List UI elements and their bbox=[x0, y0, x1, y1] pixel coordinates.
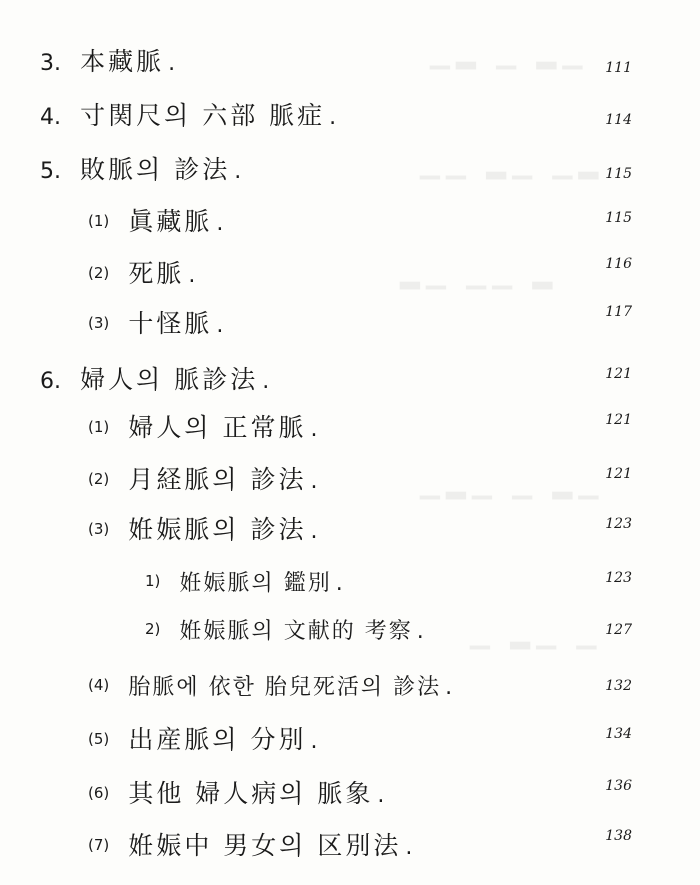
entry-number: (3) bbox=[88, 520, 110, 538]
entry-title: 月経脈의 診法 bbox=[128, 465, 307, 494]
bleed-through: ▁▁ ▂▁ ▁▂ bbox=[420, 150, 605, 180]
page-number: 134 bbox=[605, 726, 632, 742]
toc-entry bbox=[145, 566, 343, 597]
toc-entry bbox=[40, 42, 175, 78]
entry-dot: . bbox=[310, 519, 318, 544]
entry-dot: . bbox=[216, 313, 224, 338]
page-number: 138 bbox=[605, 828, 632, 844]
entry-title: 死脈 bbox=[128, 259, 185, 288]
entry-dot: . bbox=[234, 159, 242, 184]
entry-title: 眞藏脈 bbox=[128, 207, 213, 236]
toc-entry bbox=[88, 304, 223, 340]
page-number: 121 bbox=[605, 366, 632, 382]
entry-number: 5. bbox=[40, 159, 61, 184]
page-number: 123 bbox=[605, 516, 632, 532]
page-number: 127 bbox=[605, 622, 632, 638]
bleed-through: ▁ ▂▁ ▁ bbox=[470, 620, 603, 650]
entry-dot: . bbox=[377, 783, 385, 808]
entry-title: 婦人의 脈診法 bbox=[80, 365, 259, 394]
entry-title: 姙娠脈의 鑑別 bbox=[179, 571, 332, 596]
entry-title: 出産脈의 分別 bbox=[128, 725, 307, 754]
toc-entry bbox=[40, 150, 241, 186]
page-number: 117 bbox=[605, 304, 632, 320]
entry-number: 6. bbox=[40, 369, 61, 394]
toc-entry bbox=[40, 96, 336, 132]
page-number: 114 bbox=[605, 112, 632, 128]
entry-title: 姙娠脈의 文献的 考察 bbox=[179, 619, 413, 644]
entry-dot: . bbox=[405, 835, 413, 860]
toc-entry bbox=[145, 614, 424, 645]
page-number: 111 bbox=[605, 60, 632, 76]
entry-dot: . bbox=[416, 619, 424, 644]
entry-title: 寸関尺의 六部 脈症 bbox=[80, 101, 326, 130]
entry-dot: . bbox=[310, 729, 318, 754]
entry-title: 姙娠中 男女의 区別法 bbox=[128, 831, 402, 860]
entry-dot: . bbox=[262, 369, 270, 394]
entry-number: 3. bbox=[40, 51, 61, 76]
entry-title: 本藏脈 bbox=[80, 47, 165, 76]
page-number: 123 bbox=[605, 570, 632, 586]
toc-entry bbox=[88, 202, 223, 238]
bleed-through: ▁▂ ▁ ▂▁ bbox=[430, 40, 589, 70]
entry-number: (6) bbox=[88, 784, 110, 802]
entry-title: 婦人의 正常脈 bbox=[128, 413, 307, 442]
entry-number: (2) bbox=[88, 470, 110, 488]
toc-entry bbox=[88, 826, 412, 862]
entry-number: 4. bbox=[40, 105, 61, 130]
entry-dot: . bbox=[188, 263, 196, 288]
entry-dot: . bbox=[310, 469, 318, 494]
entry-dot: . bbox=[445, 675, 453, 700]
entry-number: (4) bbox=[88, 676, 110, 694]
page-number: 132 bbox=[605, 678, 632, 694]
bleed-through: ▂▁ ▁▁ ▂ bbox=[400, 260, 559, 290]
page-number: 116 bbox=[605, 256, 632, 272]
entry-number: (2) bbox=[88, 264, 110, 282]
entry-title: 胎脈에 依한 胎兒死活의 診法 bbox=[128, 675, 442, 700]
page-number: 121 bbox=[605, 466, 632, 482]
page-number: 121 bbox=[605, 412, 632, 428]
toc-entry bbox=[88, 720, 317, 756]
entry-dot: . bbox=[310, 417, 318, 442]
toc-entry bbox=[40, 360, 269, 396]
entry-title: 十怪脈 bbox=[128, 309, 213, 338]
entry-dot: . bbox=[216, 211, 224, 236]
page-number: 115 bbox=[605, 166, 632, 182]
toc-entry bbox=[88, 670, 452, 701]
entry-number: (7) bbox=[88, 836, 110, 854]
entry-title: 姙娠脈의 診法 bbox=[128, 515, 307, 544]
entry-number: (5) bbox=[88, 730, 110, 748]
entry-dot: . bbox=[329, 105, 337, 130]
toc-entry bbox=[88, 254, 195, 290]
toc-entry bbox=[88, 774, 384, 810]
entry-title: 敗脈의 診法 bbox=[80, 155, 231, 184]
entry-dot: . bbox=[335, 571, 343, 596]
entry-number: (1) bbox=[88, 212, 110, 230]
entry-number: 2) bbox=[145, 620, 161, 638]
entry-number: 1) bbox=[145, 572, 161, 590]
page-number: 115 bbox=[605, 210, 632, 226]
entry-title: 其他 婦人病의 脈象 bbox=[128, 779, 374, 808]
entry-number: (1) bbox=[88, 418, 110, 436]
bleed-through: ▁▂▁ ▁ ▂▁ bbox=[420, 470, 605, 500]
entry-number: (3) bbox=[88, 314, 110, 332]
toc-entry bbox=[88, 510, 317, 546]
page-number: 136 bbox=[605, 778, 632, 794]
toc-entry bbox=[88, 460, 317, 496]
entry-dot: . bbox=[168, 51, 176, 76]
toc-entry bbox=[88, 408, 317, 444]
